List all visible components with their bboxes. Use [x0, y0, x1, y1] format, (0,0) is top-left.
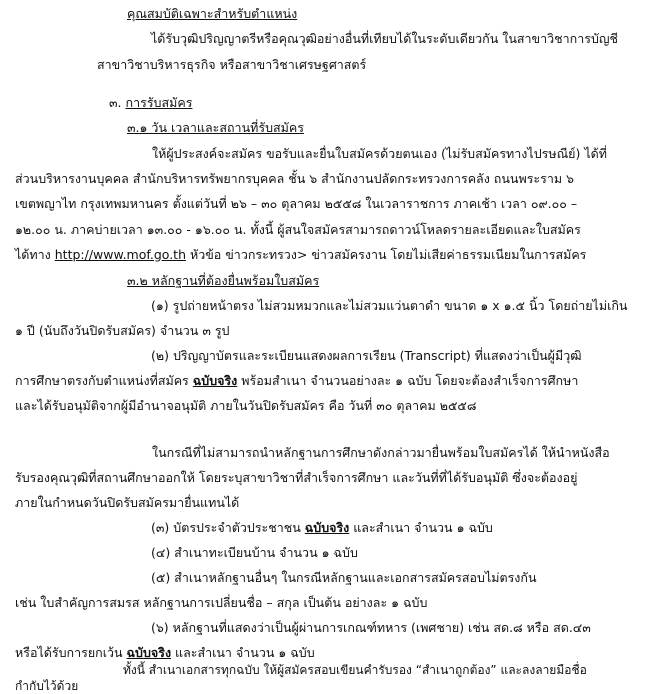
section-3-number: ๓. — [109, 95, 122, 110]
closing-line-2: กำกับไว้ด้วย — [15, 679, 79, 693]
section-3-title: การรับสมัคร — [125, 95, 193, 110]
mof-website-link[interactable]: http://www.mof.go.th — [54, 247, 186, 262]
note-line-1: ในกรณีที่ไม่สามารถนำหลักฐานการศึกษาดังกล่าวมายื่นพร้อมใบสมัครได้ ให้นำหนังสือ — [152, 445, 610, 460]
item-6-line-2: หรือได้รับการยกเว้น ฉบับจริง และสำเนา จำนวน ๑ ฉบับ — [15, 645, 315, 660]
section-3-1-line-5: ได้ทาง http://www.mof.go.th หัวข้อ ข่าวกระทรวง> ข่าวสมัครงาน โดยไม่เสียค่าธรรมเนียมในการสมัคร — [15, 247, 587, 262]
qualifications-heading: คุณสมบัติเฉพาะสำหรับตำแหน่ง — [127, 6, 298, 21]
item-1-line-2: ๑ ปี (นับถึงวันปิดรับสมัคร) จำนวน ๓ รูป — [15, 323, 230, 338]
section-3-1-line-3: เขตพญาไท กรุงเทพมหานคร ตั้งแต่วันที่ ๒๖ – ๓๐ ตุลาคม ๒๕๕๘ ในเวลาราชการ ภาคเช้า เวลา ๐๙.๐๐ – — [15, 196, 578, 211]
item-3: (๓) บัตรประจำตัวประชาชน ฉบับจริง และสำเนา จำนวน ๑ ฉบับ — [151, 520, 493, 535]
original-copy-emphasis: ฉบับจริง — [126, 645, 172, 660]
section-3-heading — [109, 97, 192, 110]
item-1-line-1: (๑) รูปถ่ายหน้าตรง ไม่สวมหมวกและไม่สวมแว่นตาดำ ขนาด ๑ x ๑.๕ นิ้ว โดยถ่ายไม่เกิน — [151, 298, 628, 313]
original-copy-emphasis: ฉบับจริง — [304, 520, 350, 535]
item-5-line-2: เช่น ใบสำคัญการสมรส หลักฐานการเปลี่ยนชื่อ – สกุล เป็นต้น อย่างละ ๑ ฉบับ — [15, 595, 428, 610]
closing-line-1: ทั้งนี้ สำเนาเอกสารทุกฉบับ ให้ผู้สมัครสอบเขียนคำรับรอง “สำเนาถูกต้อง” และลงลายมือชื่อ — [123, 663, 587, 677]
note-line-2: รับรองคุณวุฒิที่สถานศึกษาออกให้ โดยระบุสาขาวิชาที่สำเร็จการศึกษา และวันที่ที่ได้รับอนุมัติ ซึ่งจะต้องอยู่ — [15, 470, 578, 485]
section-3-1-line-1: ให้ผู้ประสงค์จะสมัคร ขอรับและยื่นใบสมัครด้วยตนเอง (ไม่รับสมัครทางไปรษณีย์) ได้ที่ — [152, 146, 607, 161]
item-5-line-1: (๕) สำเนาหลักฐานอื่นๆ ในกรณีหลักฐานและเอกสารสมัครสอบไม่ตรงกัน — [151, 570, 537, 585]
section-3-1-line-4: ๑๒.๐๐ น. ภาคบ่ายเวลา ๑๓.๐๐ - ๑๖.๐๐ น. ทั้งนี้ ผู้สนใจสมัครสามารถดาวน์โหลดรายละเอียดและใบสมัคร — [15, 222, 581, 237]
item-2-line-2: การศึกษาตรงกับตำแหน่งที่สมัคร ฉบับจริง พร้อมสำเนา จำนวนอย่างละ ๑ ฉบับ โดยจะต้องสำเร็จการศึกษา — [15, 373, 579, 388]
original-copy-emphasis: ฉบับจริง — [192, 373, 238, 388]
qualifications-line-1: ได้รับวุฒิปริญญาตรีหรือคุณวุฒิอย่างอื่นที่เทียบได้ในระดับเดียวกัน ในสาขาวิชาการบัญชี — [151, 31, 619, 46]
note-line-3: ภายในกำหนดวันปิดรับสมัครมายื่นแทนได้ — [15, 495, 240, 510]
item-2-line-1: (๒) ปริญญาบัตรและระเบียนแสดงผลการเรียน (Transcript) ที่แสดงว่าเป็นผู้มีวุฒิ — [151, 348, 582, 363]
section-3-1-heading: ๓.๑ วัน เวลาและสถานที่รับสมัคร — [127, 120, 304, 135]
item-6-line-1: (๖) หลักฐานที่แสดงว่าเป็นผู้ผ่านการเกณฑ์ทหาร (เพศชาย) เช่น สด.๘ หรือ สด.๔๓ — [151, 620, 591, 635]
item-4: (๔) สำเนาทะเบียนบ้าน จำนวน ๑ ฉบับ — [151, 545, 358, 560]
item-2-line-3: และได้รับอนุมัติจากผู้มีอำนาจอนุมัติ ภายในวันปิดรับสมัคร คือ วันที่ ๓๐ ตุลาคม ๒๕๕๘ — [15, 398, 477, 413]
section-3-2-heading: ๓.๒ หลักฐานที่ต้องยื่นพร้อมใบสมัคร — [127, 273, 320, 288]
section-3-1-line-2: ส่วนบริหารงานบุคคล สำนักบริหารทรัพยากรบุคคล ชั้น ๖ สำนักงานปลัดกระทรวงการคลัง ถนนพระราม ๖ — [15, 171, 574, 186]
qualifications-line-2: สาขาวิชาบริหารธุรกิจ หรือสาขาวิชาเศรษฐศาสตร์ — [97, 57, 367, 72]
